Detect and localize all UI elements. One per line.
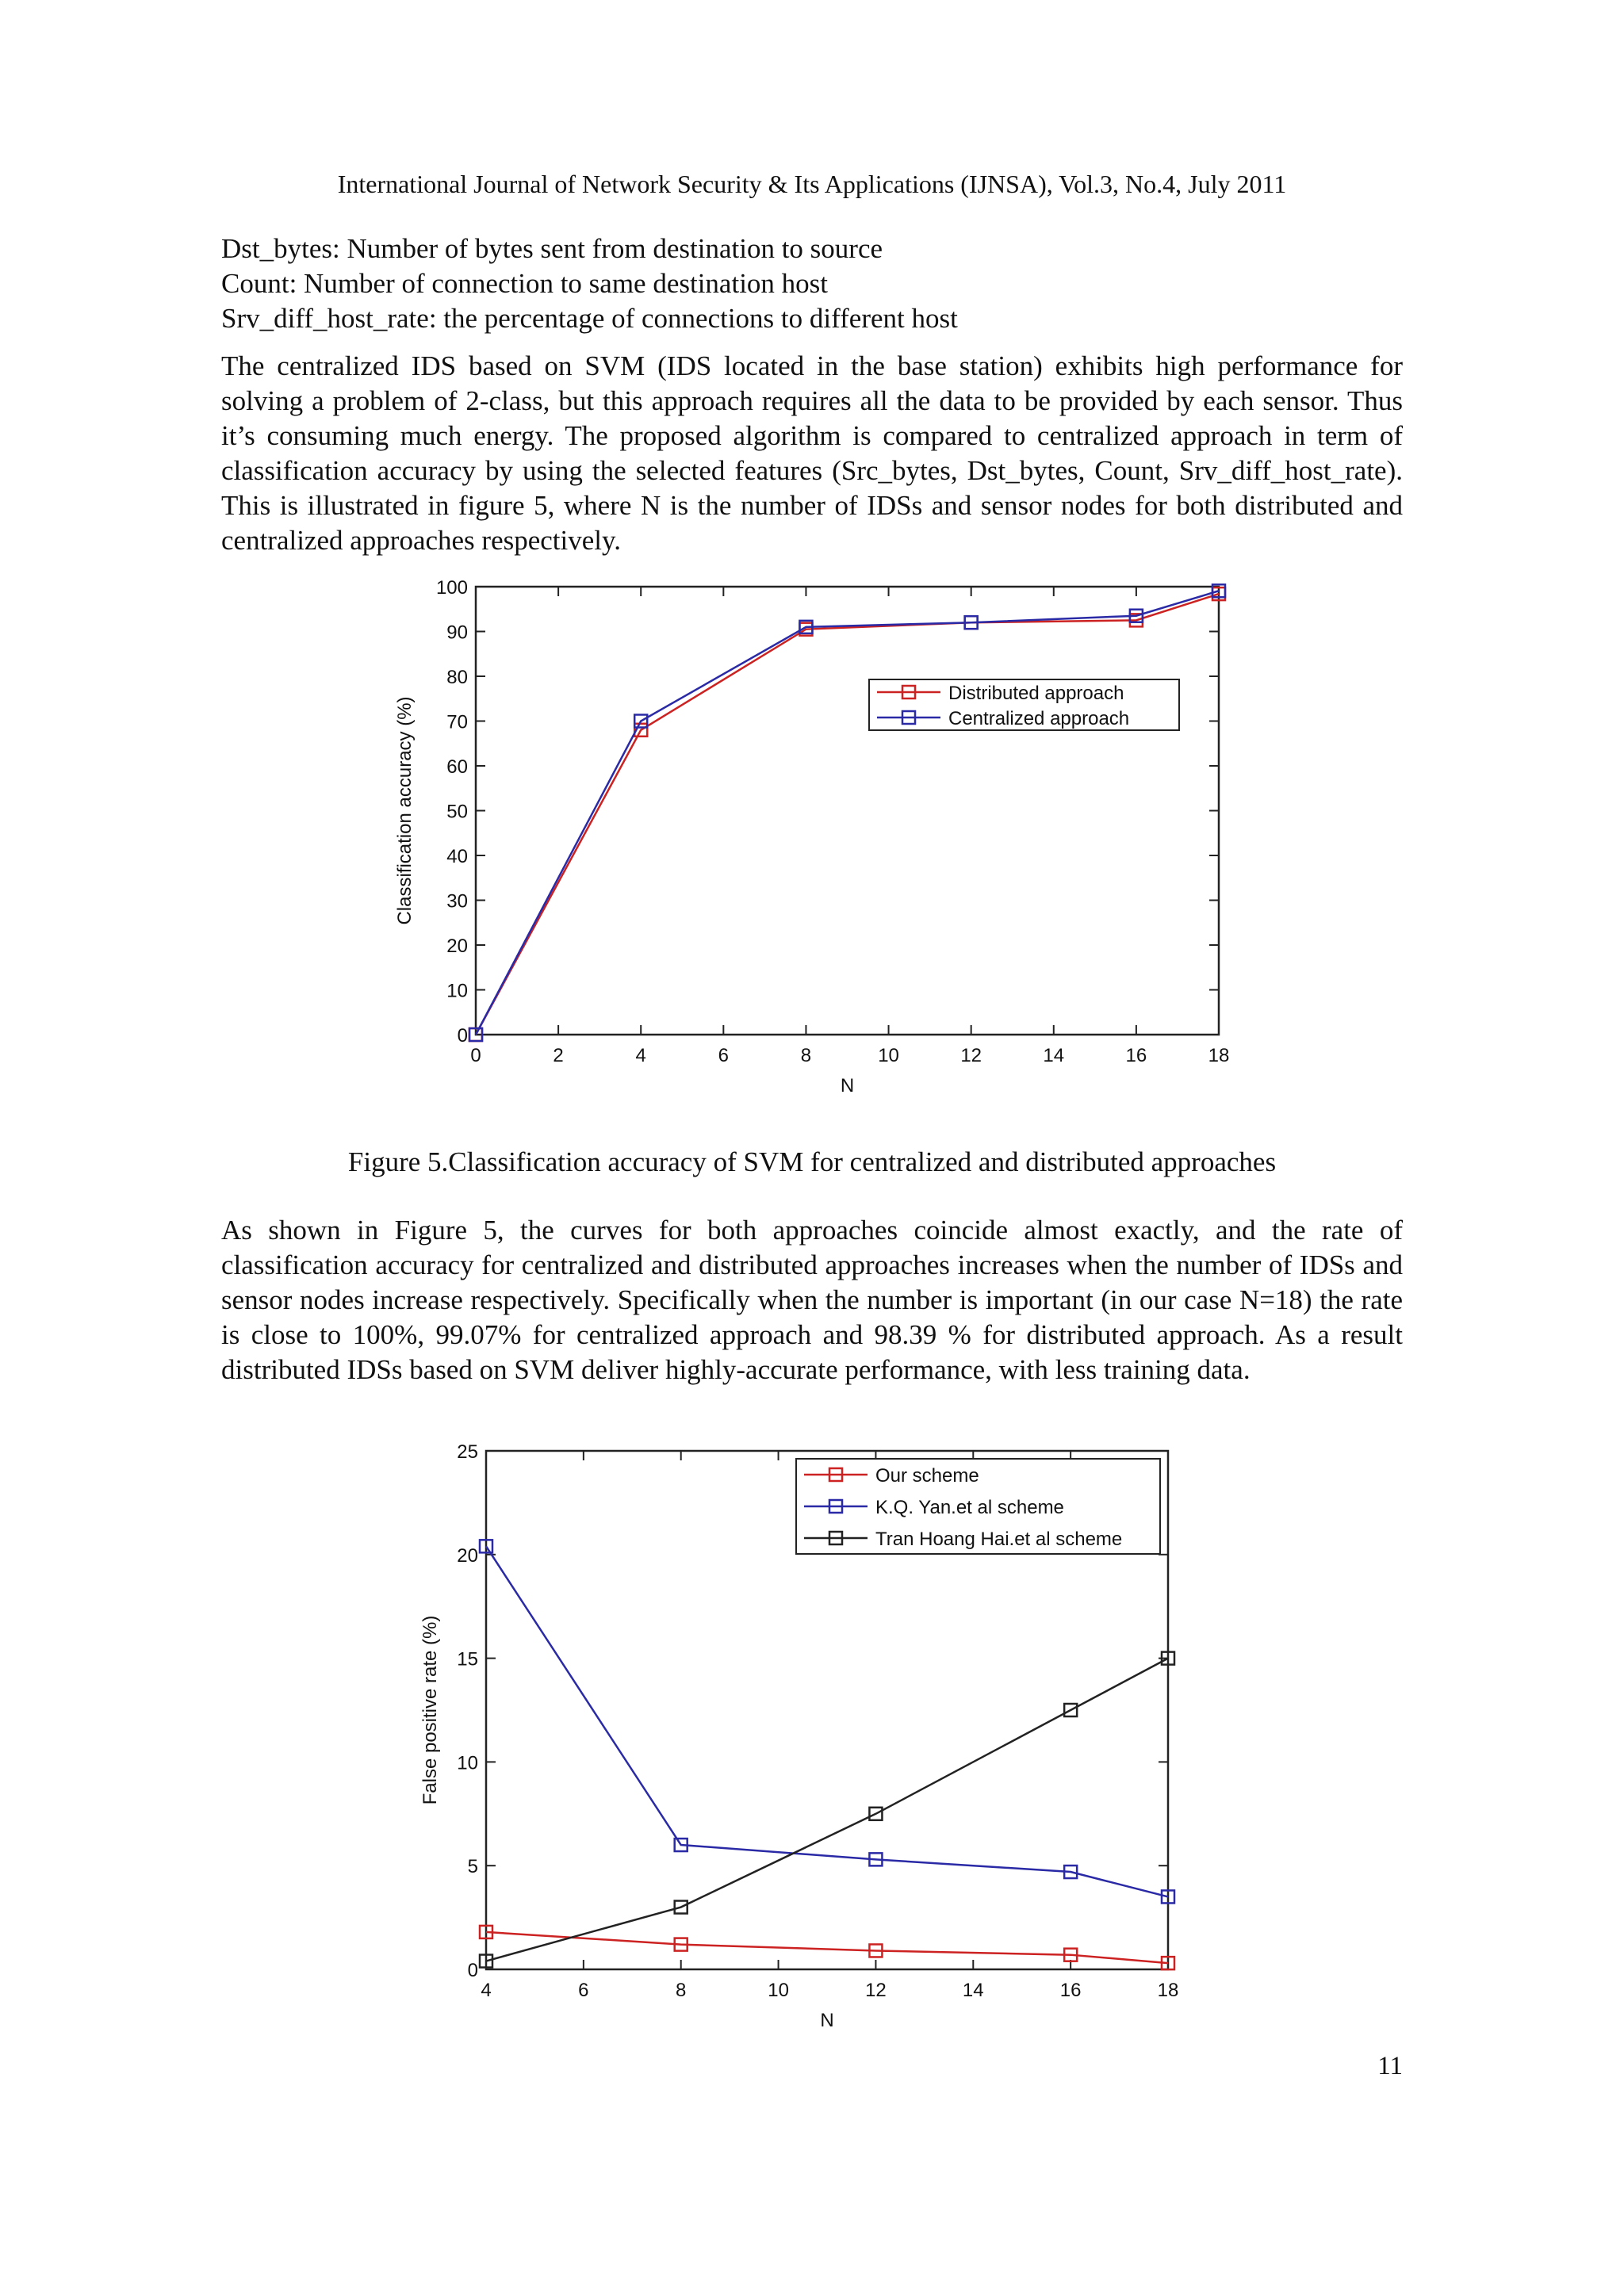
y-tick-label: 50 (446, 801, 468, 823)
y-tick-label: 90 (446, 622, 468, 644)
x-tick-label: 16 (1059, 1980, 1082, 2001)
y-axis-label: False positive rate (%) (419, 1615, 441, 1805)
y-tick-label: 70 (446, 711, 468, 733)
y-tick-label: 60 (446, 756, 468, 778)
x-axis-label: N (840, 1075, 855, 1096)
legend-entry: Tran Hoang Hai.et al scheme (875, 1529, 1123, 1550)
y-tick-label: 20 (446, 936, 468, 957)
x-tick-label: 6 (578, 1980, 589, 2001)
figure-5-caption: Figure 5.Classification accuracy of SVM for centralized and distributed approaches (347, 1146, 1277, 1177)
x-tick-label: 8 (676, 1980, 687, 2001)
journal-header: International Journal of Network Security & Its Applications (IJNSA), Vol.3, No.4, July 2011 (337, 170, 1287, 198)
x-tick-label: 18 (1157, 1980, 1179, 2001)
x-axis-label: N (820, 2010, 834, 2031)
x-tick-label: 8 (800, 1045, 812, 1066)
y-tick-label: 10 (446, 980, 468, 1002)
paragraph-2: As shown in Figure 5, the curves for both approaches coincide almost exactly, and the rate of classification accuracy for centralized and distributed approaches increases when the number of IDSs and sensor nodes increase respectively. Specifically when the number is important (in our case N=18) the rate is close to 100%, 99.07% for centralized approach and 98.39 % for distributed approach. As a result distributed IDSs based on SVM deliver highly-accurate performance, with less training data. (221, 1215, 1403, 1385)
x-tick-label: 14 (962, 1980, 984, 2001)
x-tick-label: 14 (1043, 1045, 1065, 1066)
definition-dst-bytes: Dst_bytes: Number of bytes sent from destination to source (221, 233, 883, 264)
x-tick-label: 16 (1125, 1045, 1147, 1066)
y-tick-label: 30 (446, 890, 468, 913)
y-tick-label: 0 (457, 1025, 468, 1047)
x-tick-label: 6 (718, 1045, 730, 1066)
y-axis-label: Classification accuracy (%) (394, 696, 416, 925)
legend-entry: Centralized approach (948, 708, 1130, 729)
y-tick-label: 40 (446, 846, 468, 867)
y-tick-label: 20 (457, 1544, 478, 1567)
x-tick-label: 18 (1208, 1045, 1230, 1066)
x-tick-label: 4 (635, 1045, 646, 1066)
paragraph-1: The centralized IDS based on SVM (IDS located in the base station) exhibits high performance for solving a problem of 2-class, but this approach requires all the data to be provided by each sensor. Thus it’s consuming much energy. The proposed algorithm is compared to centralized approach in term of classification accuracy by using the selected features (Src_bytes, Dst_bytes, Count, Srv_diff_host_rate). This is illustrated in figure 5, where N is the number of IDSs and sensor nodes for both distributed and centralized approaches respectively. (221, 350, 1403, 556)
x-tick-label: 2 (553, 1045, 564, 1066)
legend-entry: Distributed approach (948, 683, 1124, 704)
x-tick-label: 10 (878, 1045, 899, 1066)
y-tick-label: 15 (457, 1648, 478, 1670)
y-tick-label: 25 (457, 1441, 478, 1463)
x-tick-label: 4 (481, 1980, 492, 2001)
y-tick-label: 5 (467, 1856, 478, 1878)
x-tick-label: 12 (960, 1045, 982, 1066)
page-number: 11 (1377, 2052, 1403, 2080)
definition-srv-diff-host-rate: Srv_diff_host_rate: the percentage of connections to different host (221, 303, 958, 334)
y-tick-label: 0 (467, 1960, 478, 1981)
y-tick-label: 80 (446, 667, 468, 688)
x-tick-label: 10 (768, 1980, 789, 2001)
y-tick-label: 10 (457, 1752, 478, 1774)
legend-entry: Our scheme (875, 1465, 979, 1487)
x-tick-label: 12 (865, 1980, 887, 2001)
definition-count: Count: Number of connection to same destination host (221, 268, 829, 299)
y-tick-label: 100 (435, 577, 468, 599)
legend-entry: K.Q. Yan.et al scheme (875, 1497, 1064, 1518)
x-tick-label: 0 (470, 1045, 481, 1066)
